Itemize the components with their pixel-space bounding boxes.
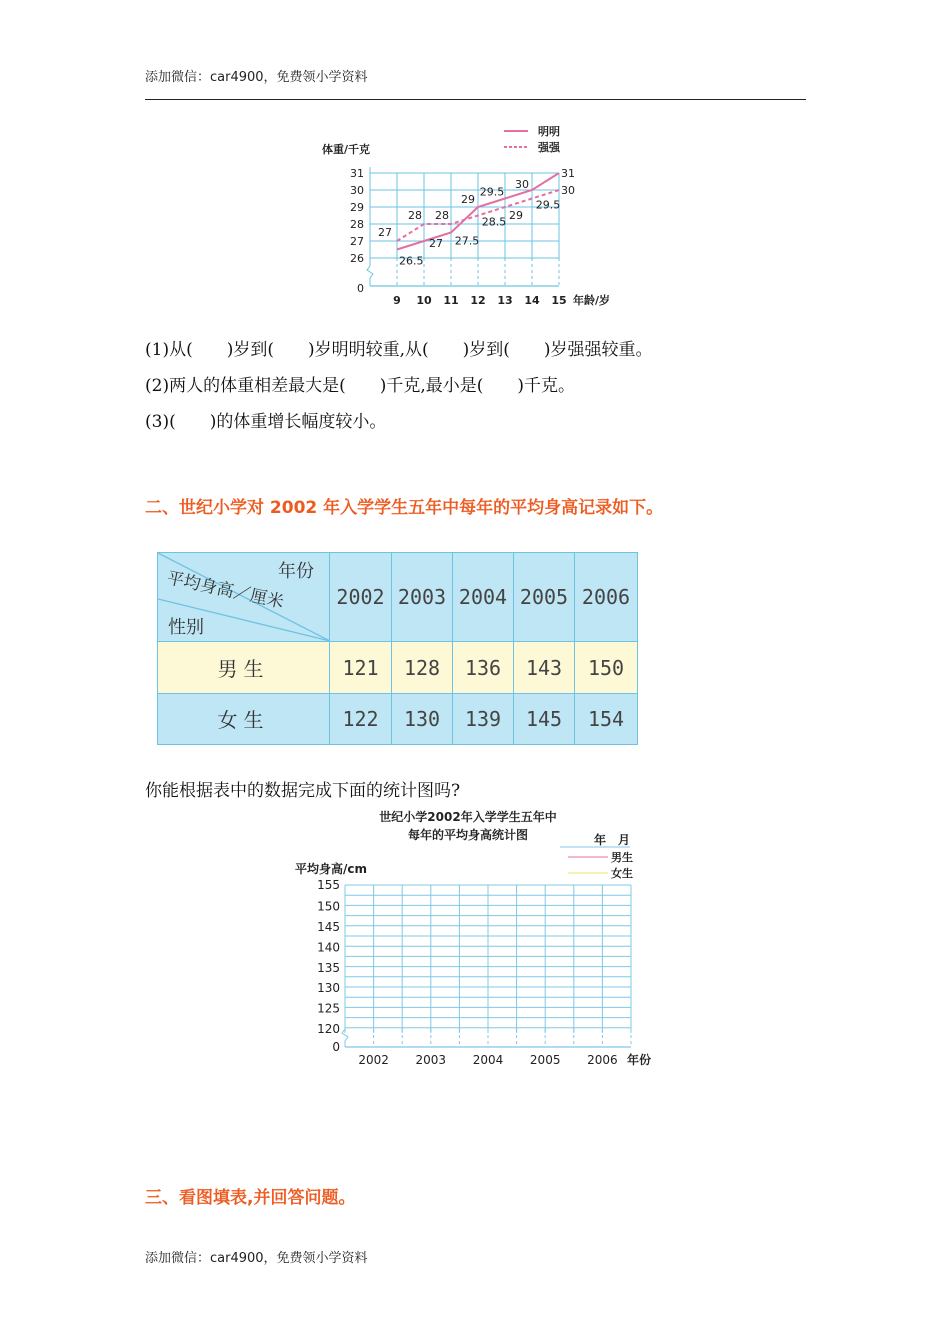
y-tick-label: 30 xyxy=(350,184,364,197)
y-tick-label: 120 xyxy=(317,1022,340,1036)
question-1: (1)从( )岁到( )岁明明较重,从( )岁到( )岁强强较重。 xyxy=(145,340,653,360)
height-line-chart xyxy=(290,805,670,1070)
row-label-boy: 男生 xyxy=(158,642,330,693)
question-2: (2)两人的体重相差最大是( )千克,最小是( )千克。 xyxy=(145,376,576,396)
table-corner-cell xyxy=(158,553,330,642)
x-tick-label: 15 xyxy=(551,294,567,307)
year-header: 2002 xyxy=(330,553,392,642)
y-tick-label: 0 xyxy=(332,1040,340,1054)
question-3: (3)( )的体重增长幅度较小。 xyxy=(145,412,387,432)
data-label: 27 xyxy=(429,237,443,250)
y-tick-label: 31 xyxy=(350,167,364,180)
table-row xyxy=(158,693,638,744)
table-cell: 121 xyxy=(330,642,392,693)
table-row xyxy=(158,642,638,693)
table-cell: 145 xyxy=(514,693,575,744)
table-cell: 139 xyxy=(453,693,514,744)
corner-gender-label: 性别 xyxy=(168,617,204,638)
header-rule xyxy=(145,99,806,100)
x-tick-label: 2003 xyxy=(415,1053,447,1067)
y-tick-label: 130 xyxy=(317,981,340,996)
chart-prompt: 你能根据表中的数据完成下面的统计图吗? xyxy=(145,781,461,801)
table-cell: 128 xyxy=(392,642,453,693)
x-tick-label: 14 xyxy=(524,294,540,307)
y-tick-label: 27 xyxy=(350,235,364,248)
corner-year-label: 年份 xyxy=(278,561,314,582)
y-tick-label: 26 xyxy=(350,252,364,265)
legend-label: 强强 xyxy=(538,141,560,154)
x-axis-title: 年份 xyxy=(627,1053,652,1067)
x-tick-label: 13 xyxy=(497,294,513,307)
page-header: 添加微信：car4900，免费领小学资料 xyxy=(145,70,368,85)
data-label: 30 xyxy=(561,184,575,197)
corner-height-label: 平均身高／厘米 xyxy=(164,568,286,613)
x-axis-title: 年龄/岁 xyxy=(573,294,611,307)
x-tick-label: 9 xyxy=(393,294,401,307)
page-footer: 添加微信：car4900，免费领小学资料 xyxy=(145,1251,368,1266)
corner-diagonals xyxy=(158,553,330,641)
x-tick-label: 2006 xyxy=(587,1053,618,1067)
y-tick-label: 150 xyxy=(317,899,340,914)
chart-subtitle: 每年的平均身高统计图 xyxy=(407,828,529,842)
x-tick-label: 12 xyxy=(470,294,486,307)
data-label: 27.5 xyxy=(454,234,480,248)
table-cell: 122 xyxy=(330,693,392,744)
y-tick-label: 29 xyxy=(350,201,364,214)
row-label-girl: 女生 xyxy=(158,693,330,744)
data-label: 28 xyxy=(408,209,422,222)
section-3-title: 三、看图填表,并回答问题。 xyxy=(145,1188,356,1208)
year-header: 2004 xyxy=(453,553,514,642)
y-tick-label: 0 xyxy=(357,282,364,295)
x-tick-label: 2005 xyxy=(529,1053,561,1067)
data-label: 28 xyxy=(435,209,449,222)
data-label: 29.5 xyxy=(535,198,561,212)
x-tick-label: 2004 xyxy=(472,1053,504,1067)
year-header: 2003 xyxy=(392,553,453,642)
table-cell: 150 xyxy=(575,642,638,693)
chart-title: 世纪小学2002年入学学生五年中 xyxy=(379,810,557,824)
table-cell: 130 xyxy=(392,693,453,744)
y-tick-label: 135 xyxy=(317,960,340,975)
data-label: 30 xyxy=(515,178,529,191)
table-cell: 154 xyxy=(575,693,638,744)
y-tick-label: 28 xyxy=(350,218,364,231)
legend-label: 明明 xyxy=(538,125,560,138)
data-label: 29 xyxy=(509,209,523,222)
data-label: 26.5 xyxy=(399,254,424,268)
axis-break xyxy=(367,266,373,286)
y-axis-title: 平均身高/cm xyxy=(295,862,368,876)
data-label: 28.5 xyxy=(481,215,507,229)
x-tick-label: 11 xyxy=(443,294,459,307)
table-cell: 143 xyxy=(514,642,575,693)
x-tick-label: 2002 xyxy=(358,1053,389,1067)
data-label: 31 xyxy=(561,167,575,180)
year-header: 2006 xyxy=(575,553,638,642)
legend-label: 男生 xyxy=(611,851,633,864)
legend-label: 女生 xyxy=(611,867,633,880)
year-header: 2005 xyxy=(514,553,575,642)
data-label: 29.5 xyxy=(479,185,505,199)
weight-line-chart xyxy=(300,118,640,308)
y-tick-label: 140 xyxy=(317,940,340,955)
table-cell: 136 xyxy=(453,642,514,693)
date-label: 年 月 xyxy=(594,833,631,847)
y-axis-title: 体重/千克 xyxy=(322,143,371,156)
height-table xyxy=(157,552,637,745)
data-label: 27 xyxy=(378,226,392,239)
section-2-title: 二、世纪小学对 2002 年入学学生五年中每年的平均身高记录如下。 xyxy=(145,498,664,518)
data-label: 29 xyxy=(461,193,475,206)
y-tick-label: 145 xyxy=(317,920,340,934)
y-tick-label: 125 xyxy=(317,1001,340,1016)
y-tick-label: 155 xyxy=(317,878,340,892)
x-tick-label: 10 xyxy=(416,294,432,307)
